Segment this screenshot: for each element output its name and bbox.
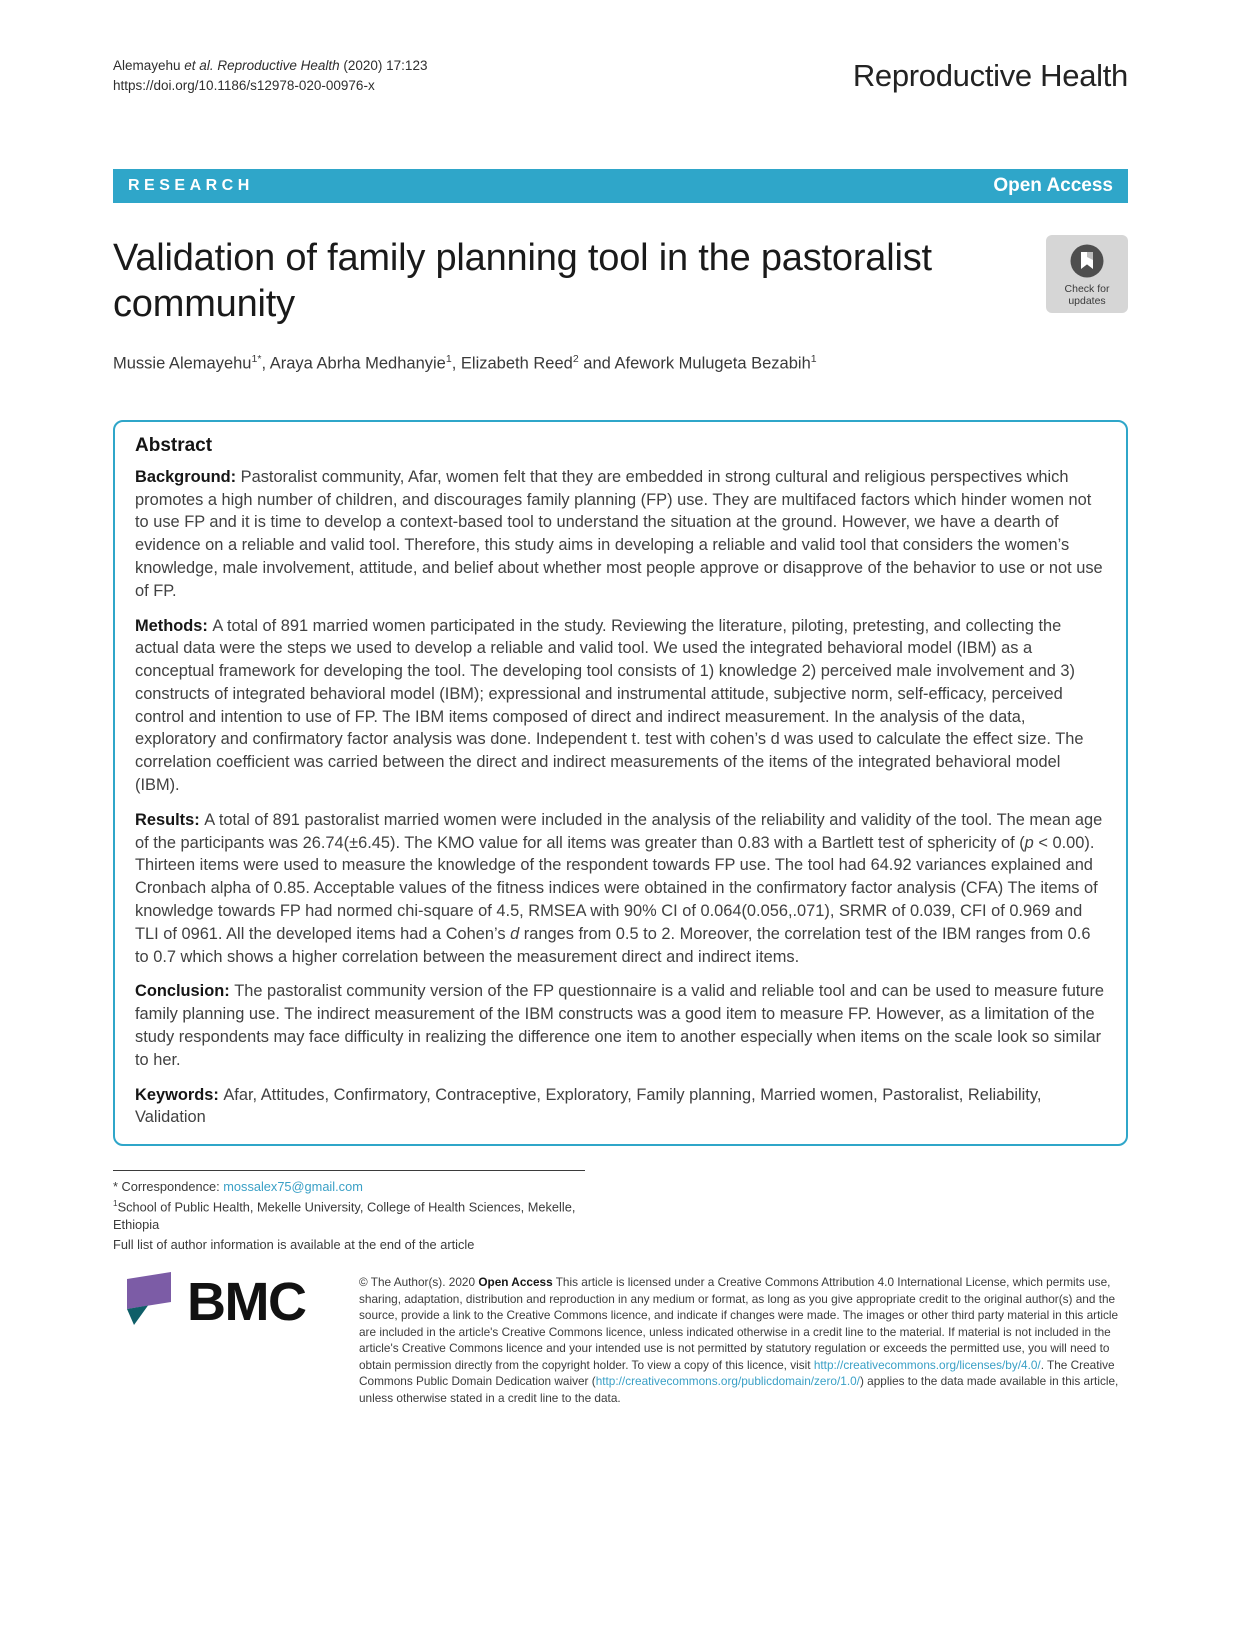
bmc-logo-text: BMC (187, 1271, 306, 1332)
text-segment: ranges from 0.5 to 2. Moreover, the correlation test of the IBM ranges from 0.6 to 0.7 which shows a higher correlation between the measurement direct and indirect items. (135, 924, 1091, 966)
publisher-row (113, 1272, 1128, 1406)
doi-link[interactable]: https://doi.org/10.1186/s12978-020-00976-x (113, 78, 375, 94)
text-segment: A total of 891 married women participated in the study. Reviewing the literature, piloting, pretesting, and collecting the actual data were the steps we used to develop a reliable and valid tool. We used the integrated behavioral model (IBM) as a conceptual framework for developing the tool. The developing tool consists of 1) knowledge 2) perceived male involvement and 3) constructs of integrated behavioral model (IBM); expressional and instrumental attitude, subjective norm, self-efficacy, perceived control and intention to use of FP. The IBM items composed of direct and indirect measurement. In the analysis of the data, exploratory and confirmatory factor analysis was done. Independent t. test with cohen’s d was used to calculate the effect size. The correlation coefficient was carried between the direct and indirect measurements of the items of the integrated behavioral model (IBM). (135, 616, 1084, 795)
superscript: 1 (113, 1199, 118, 1209)
text-segment: ) applies to the data made available in this article, unless otherwise stated in a credit line to the data. (359, 1374, 1119, 1405)
check-for-updates-badge[interactable] (1046, 235, 1128, 313)
bmc-logo-mark-icon (127, 1272, 177, 1331)
text-segment: A total of 891 pastoralist married women were included in the analysis of the reliability and validity of the tool. The mean age of the participants was 26.74(±6.45). The KMO value for all items was greater than 0.83 with a Bartlett test of sphericity of ( (135, 810, 1103, 852)
journal-masthead: Reproductive Health (852, 58, 1128, 94)
page-header (113, 56, 1128, 97)
text-segment: , Araya Abrha Medhanyie (261, 354, 446, 373)
text-segment: , Elizabeth Reed (451, 354, 573, 373)
copyright-text (359, 1274, 1128, 1406)
correspondence-email-link[interactable]: mossalex75@gmail.com (223, 1179, 363, 1195)
abstract-keywords (135, 1084, 1106, 1130)
text-segment: Afar, Attitudes, Confirmatory, Contraceptive, Exploratory, Family planning, Married women, Pastoralist, Reliability, Validation (135, 1085, 1042, 1127)
bmc-logo (113, 1272, 335, 1331)
text-segment: Alemayehu (113, 58, 185, 73)
text-segment: et al. Reproductive Health (184, 58, 340, 73)
abstract-box (113, 420, 1128, 1147)
text-segment: Methods: (135, 616, 213, 635)
text-segment: p (1024, 833, 1034, 852)
text-segment: Pastoralist community, Afar, women felt that they are embedded in strong cultural and religious perspectives which promotes a high number of children, and discourages family planning (FP) use. They are multifaced factors which hinder women not to use FP and it is time to develop a context-based tool to understand the situation at the ground. However, we have a dearth of evidence on a reliable and valid tool. Therefore, this study aims in developing a reliable and valid tool that considers the women’s knowledge, male involvement, attitude, and belief about whether most people approve or disapprove of the behavior to use or not use of FP. (135, 467, 1103, 600)
text-segment: Open Access (478, 1275, 553, 1290)
cc-zero-license-link[interactable]: http://creativecommons.org/publicdomain/zero/1.0/ (595, 1374, 860, 1389)
text-segment: (2020) 17:123 (339, 58, 428, 73)
text-segment: School of Public Health, Mekelle University, College of Health Sciences, Mekelle, Ethiopia (113, 1199, 576, 1233)
superscript: 1* (251, 353, 262, 366)
superscript: 1 (445, 353, 452, 366)
text-segment: Background: (135, 467, 241, 486)
text-segment: Mussie Alemayehu (113, 354, 252, 373)
text-segment: This article is licensed under a Creative Commons Attribution 4.0 International License, which permits use, sharing, adaptation, distribution and reproduction in any medium or format, as long as you give appropriate credit to the original author(s) and the source, provide a link to the Creative Commons licence, and indicate if changes were made. The images or other third party material in this article are included in the article's Creative Commons licence, unless indicated otherwise in a credit line to the material. If material is not included in the article's Creative Commons licence and your intended use is not permitted by statutory regulation or exceeds the permitted use, you will need to obtain permission directly from the copyright holder. To view a copy of this licence, visit (359, 1275, 1119, 1372)
text-segment: and Afework Mulugeta Bezabih (578, 354, 811, 373)
text-segment: . The Creative Commons Public Domain Dedication waiver ( (359, 1357, 1115, 1389)
abstract-heading: Abstract (135, 434, 213, 456)
abstract-methods (135, 615, 1106, 797)
superscript: 1 (810, 353, 817, 366)
text-segment: < 0.00). Thirteen items were used to measure the knowledge of the respondent towards FP use. The tool had 64.92 variances explained and Cronbach alpha of 0.85. Acceptable values of the fitness indices were obtained in the confirmatory factor analysis (CFA) The items of knowledge towards FP had normed chi-square of 4.5, RMSEA with 90% CI of 0.064(0.056,.071), SRMR of 0.039, CFI of 0.969 and TLI of 0961. All the developed items had a Cohen’s (135, 833, 1098, 943)
footnotes (113, 1170, 1128, 1406)
article-type-banner (113, 169, 1128, 203)
text-segment: The pastoralist community version of the FP questionnaire is a valid and reliable tool and can be used to measure future family planning use. The indirect measurement of the IBM constructs was a good item to measure FP. However, as a limitation of the study respondents may face difficulty in realizing the difference one item to another especially when items on the scale look so similar to her. (135, 982, 1105, 1069)
abstract-results (135, 809, 1106, 969)
text-segment: Keywords: (135, 1085, 224, 1104)
article-title: Validation of family planning tool in the pastoralist community (113, 236, 932, 325)
banner-open-access-label: Open Access (993, 174, 1113, 196)
abstract-conclusion (135, 980, 1106, 1071)
text-segment: Conclusion: (135, 982, 235, 1001)
text-segment: * Correspondence: (113, 1179, 224, 1195)
text-segment: © The Author(s). 2020 (359, 1275, 479, 1290)
affiliation-line (113, 1198, 583, 1234)
title-section (113, 235, 1128, 328)
citation-block (113, 56, 427, 97)
text-segment: d (510, 924, 520, 943)
authors-line (113, 353, 1128, 374)
citation-line (113, 56, 427, 76)
author-info-note: Full list of author information is available at the end of the article (113, 1237, 475, 1253)
cc-by-license-link[interactable]: http://creativecommons.org/licenses/by/4.0/ (813, 1357, 1041, 1372)
correspondence-line (113, 1178, 583, 1196)
text-segment: Results: (135, 810, 205, 829)
superscript: 2 (572, 353, 579, 366)
banner-research-label: RESEARCH (128, 176, 254, 194)
crossmark-icon (1050, 243, 1124, 279)
footnote-divider (113, 1170, 585, 1171)
abstract-background (135, 466, 1106, 603)
crossmark-label: Check for updates (1064, 282, 1110, 307)
